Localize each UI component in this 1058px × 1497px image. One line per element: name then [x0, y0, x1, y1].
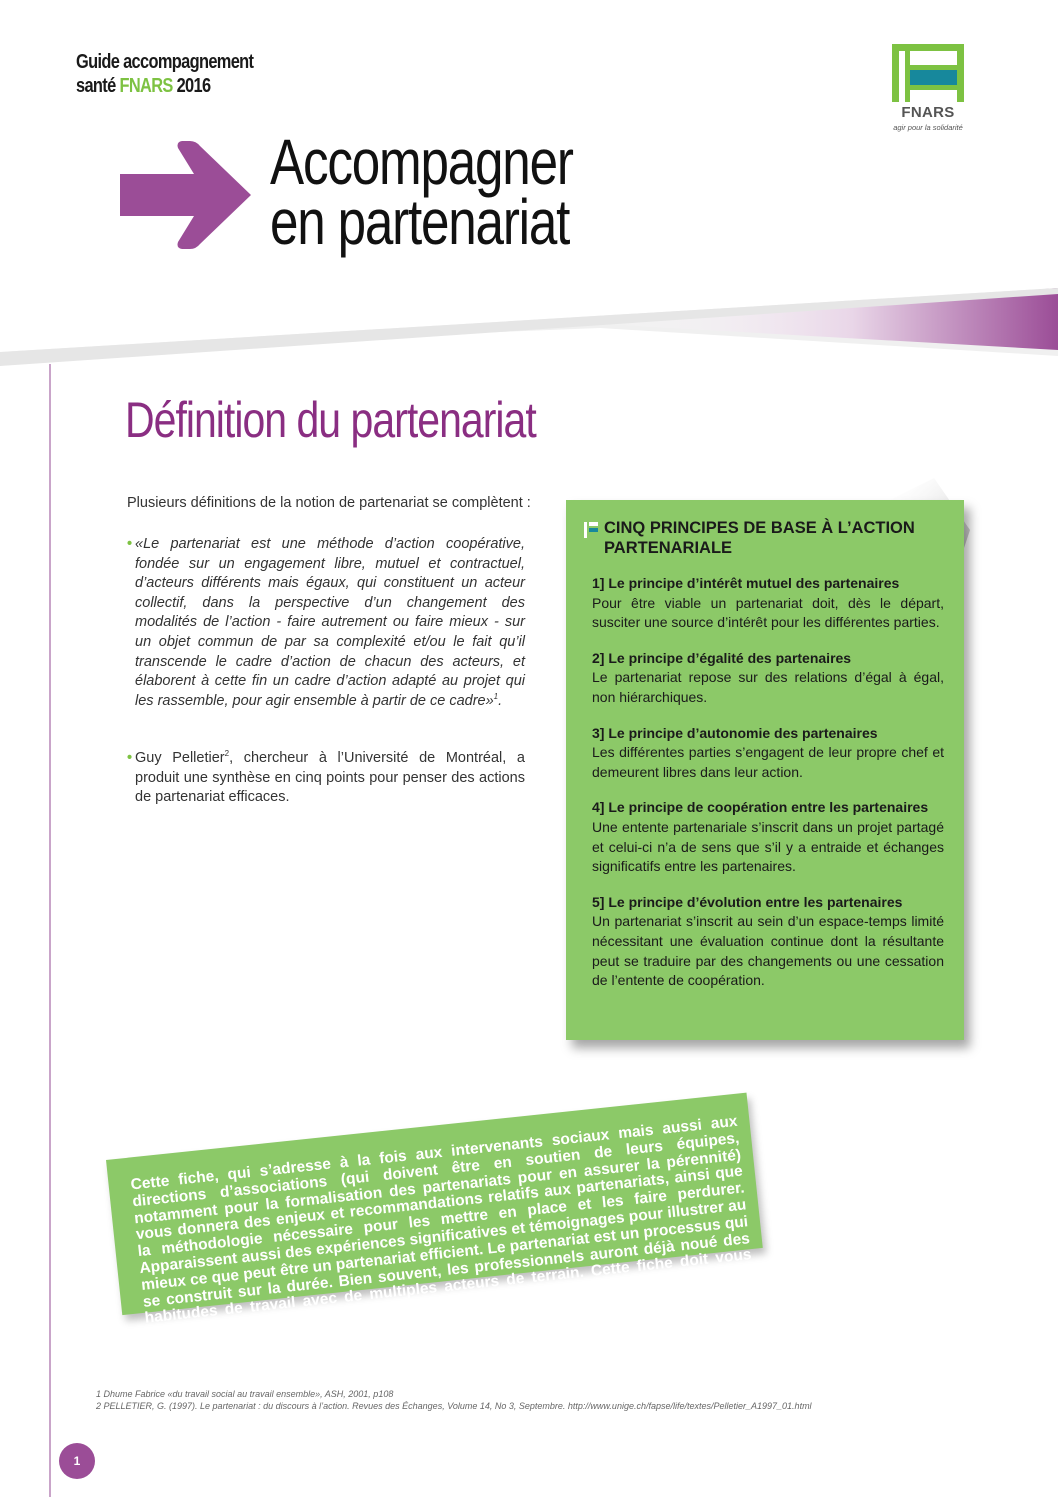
- pelletier-bullet: • Guy Pelletier$^2$, chercheur à l’Université de Montréal, a produit une synthèse en cinq points pour penser des actions de partenariat efficaces.: [127, 749, 525, 806]
- guide-label: [76, 50, 253, 98]
- page-title: [270, 126, 573, 258]
- principle-title: 3] Le principe d’autonomie des partenaires: [592, 724, 878, 741]
- principle-text: Les différentes parties s’engagent de leur propre chef et demeurent libres dans leur action.: [592, 744, 944, 780]
- guide-label-line2: santé FNARS 2016: [76, 75, 211, 97]
- page-title-line2: en partenariat: [270, 186, 570, 258]
- principle-text: Le partenariat repose sur des relations d’égal à égal, non hiérarchiques.: [592, 669, 944, 705]
- fnars-logo: [892, 44, 964, 136]
- guide-label-accent: FNARS: [119, 75, 173, 97]
- logo-tagline: agir pour la solidarité: [893, 123, 963, 132]
- principle-item: [592, 649, 944, 708]
- definition-bullet: • «Le partenariat est une méthode d’action coopérative, fondée sur un engagement libre, mutuel et contractuel, d’acteurs différents mais égaux, qui constituent un acteur collectif, dans la perspective d’un changement des modalités de l’action - faire autrement ou faire mieux - sur un objet commun de par sa complexité et/ou le fait qu’il transcende le cadre d’action de chacun des acteurs, et élaborent à cette fin un cadre d’action adapté au projet qui les rassemble, pour agir ensemble à partir de ce cadre»$^1$.: [127, 536, 525, 709]
- summary-banner-text: Cette fiche, qui s’adresse à la fois aux intervenants sociaux mais aussi aux directions d’associations (qui doivent être en soutien de leurs équipes, notamment pour la formalisation des partenariats pour en assurer la pérennité) vous donnera des enjeux et recommandations relatifs aux partenariats, ainsi que la méthodologie nécessaire pour les mettre en place et les faire perdurer. Apparaissent aussi des expériences significatives et témoignages pour illustrer au mieux ce que peut être un partenariat efficient. Le partenariat est un processus qui se construit sur la durée. Bien souvent, les professionnels auront déjà noué des habitudes de travail avec de multiples acteurs de terrain. Cette fiche doit vous permettre de mieux structurer ces partenariats.: [129, 1112, 753, 1344]
- principle-item: [592, 724, 944, 783]
- principle-title: 2] Le principe d’égalité des partenaires: [592, 649, 852, 666]
- header-swoosh: [0, 280, 1058, 380]
- principle-title: 1] Le principe d’intérêt mutuel des partenaires: [592, 575, 900, 591]
- principle-item: [592, 798, 944, 876]
- principles-title: CINQ PRINCIPES DE BASE À L’ACTION PARTENARIALE: [604, 519, 915, 557]
- bullet-dot: •: [127, 750, 133, 766]
- logo-name: FNARS: [901, 104, 955, 121]
- intro-text: Plusieurs définitions de la notion de partenariat se complètent :: [127, 495, 531, 511]
- bullet-dot: •: [127, 536, 133, 552]
- page-number: 1: [59, 1443, 95, 1479]
- guide-label-line1: Guide accompagnement: [76, 51, 254, 73]
- principles-box: [566, 500, 964, 1040]
- footnote-ref-2: 2: [224, 749, 230, 759]
- left-margin-rule: [49, 364, 51, 1497]
- section-title: Définition du partenariat: [125, 392, 536, 448]
- arrow-right-icon: [120, 140, 254, 250]
- footnote-2: 2 PELLETIER, G. (1997). Le partenariat : du discours à l’action. Revues des Échanges, Volume 14, No 3, Septembre. http://www.unige.ch/fapse/life/textes/Pelletier_A1997_01.html: [96, 1401, 812, 1411]
- footnote-ref-1: 1: [493, 691, 499, 701]
- principle-title: 5] Le principe d’évolution entre les partenaires: [592, 893, 903, 910]
- summary-banner: [106, 1093, 763, 1344]
- principle-text: Un partenariat s’inscrit au sein d’un espace-temps limité nécessitant une évaluation continue dont la résultante peut se traduire par des changements ou une cessation de l’entente de coopération.: [592, 913, 944, 989]
- principle-text: Pour être viable un partenariat doit, dès le départ, susciter une source d’intérêt pour les différentes parties.: [592, 594, 944, 631]
- principle-title: 4] Le principe de coopération entre les partenaires: [592, 799, 929, 816]
- definition-quote: «Le partenariat est une méthode d’action coopérative, fondée sur un engagement libre, mutuel et contractuel, d’acteurs différents mais égaux, qui constituent un acteur collectif, dans la perspective d’un changement des modalités de l’action - faire autrement ou faire mieux - sur un objet commun de par sa complexité et/ou le fait qu’il transcende le cadre d’action de chacun des acteurs, et élaborent à cette fin un cadre d’action adapté au projet qui les rassemble, pour agir ensemble à partir de ce cadre»: [135, 536, 525, 709]
- page-title-line1: Accompagner: [270, 126, 573, 198]
- footnotes: [96, 1388, 812, 1412]
- footnote-1: 1 Dhume Fabrice «du travail social au travail ensemble», ASH, 2001, p108: [96, 1389, 394, 1399]
- principle-text: Une entente partenariale s’inscrit dans un projet partagé et celui-ci n’a de sens que s’il y a entraide et échanges significatifs entre les partenaires.: [592, 818, 944, 875]
- principle-item: [592, 574, 944, 633]
- fnars-logo-icon: [892, 44, 964, 102]
- principle-item: [592, 893, 944, 991]
